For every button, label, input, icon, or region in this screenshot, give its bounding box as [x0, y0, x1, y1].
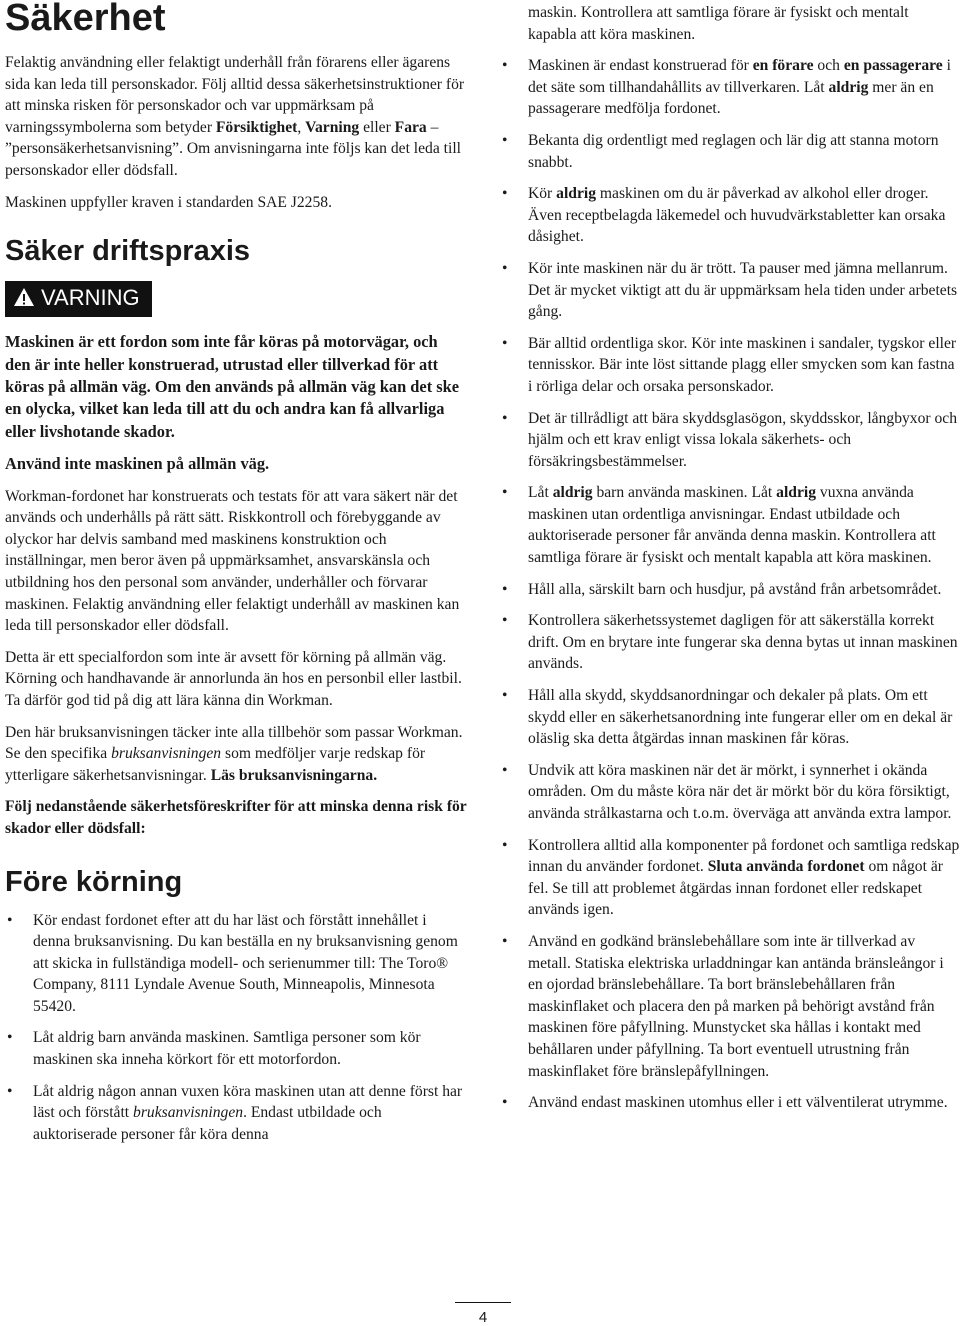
- list-item: [500, 760, 960, 825]
- list-item-text: Kör inte maskinen när du är trött. Ta pauser med jämna mellanrum. Det är mycket viktigt att du är uppmärksam hela tiden under arbetets gång.: [528, 259, 958, 321]
- warning-label: VARNING: [41, 285, 140, 311]
- list-item-text: Kör endast fordonet efter att du har läst och förstått innehållet i denna bruksanvisning. Du kan beställa en ny bruksanvisning genom att skicka in fullständiga modell- och serienummer till: The Toro® Company, 8111 Lyndale Avenue South, Minneapolis, Minnesota 55420.: [33, 911, 458, 1015]
- page-number: 4: [455, 1302, 511, 1326]
- list-item: [500, 333, 960, 398]
- bullet-icon: •: [502, 57, 508, 75]
- bullet-icon: •: [502, 484, 508, 502]
- list-item-text: Låt aldrig barn använda maskinen. Låt aldrig vuxna använda maskinen utan ordentliga anvisningar. Endast utbildade och auktoriserade personer får använda denna maskin. Kontrollera att samtliga förare är fysiskt och mentalt kapabla att köra maskinen.: [528, 484, 936, 567]
- warning-text: Maskinen är ett fordon som inte får köras på motorvägar, och den är inte heller konstruerad, utrustad eller tillverkad för att köras på allmän väg. Om den används på allmän väg kan det ske en olycka, vilket kan leda till att du och andra kan få allvarliga eller livshotande skador.: [5, 332, 460, 441]
- list-item: [500, 931, 960, 1082]
- list-item: [500, 258, 960, 323]
- body-paragraph: Workman-fordonet har konstruerats och testats för att vara säkert när det används och underhålls på rätt sätt. Riskkontroll och förebyggande av olyckor har delvis samband med maskinens konstruktion och inställningar, men beror även på uppmärksamhet, ansvarskänsla och utbildning hos den personal som använder, underhåller och förvarar maskinen. Felaktig användning eller felaktigt underhåll av maskinen kan leda till personskador eller dödsfall.: [5, 487, 460, 635]
- list-item-text: Maskinen är endast konstruerad för en förare och en passagerare i det säte som tillhandahållits av tillverkaren. Låt aldrig mer än en passagerare medfölja fordonet.: [528, 57, 951, 118]
- page-title: Säkerhet: [5, 0, 166, 39]
- list-item: [500, 835, 960, 921]
- list-item-text: Kontrollera säkerhetssystemet dagligen för att säkerställa korrekt drift. Om en brytare inte fungerar ska denna bytas ut innan maskinen används.: [528, 612, 958, 673]
- bullet-icon: •: [7, 911, 13, 929]
- warning-badge: [5, 281, 152, 317]
- list-item-text: Undvik att köra maskinen när det är mörkt, i synnerhet i okända områden. Om du måste köra när det är mörkt bör du köra försiktigt, använda strålkastarna och t.o.m. överväga att använda extra lampor.: [528, 761, 952, 822]
- section-title-safe-operation: Säker driftspraxis: [5, 235, 251, 268]
- list-item: [500, 610, 960, 675]
- list-item-text: Håll alla, särskilt barn och husdjur, på avstånd från arbetsområdet.: [528, 580, 942, 598]
- bullet-icon: •: [502, 131, 508, 149]
- list-item: [5, 910, 467, 1018]
- list-item-text: Använd endast maskinen utomhus eller i ett välventilerat utrymme.: [528, 1094, 948, 1112]
- bullet-icon: •: [502, 836, 508, 854]
- list-item-text: Bär alltid ordentliga skor. Kör inte maskinen i sandaler, tygskor eller tennisskor. Bär inte löst sittande plagg eller smycken som kan fastna i rörliga delar och orsaka personskador.: [528, 334, 957, 395]
- bullet-icon: •: [502, 409, 508, 427]
- bullet-icon: •: [502, 687, 508, 705]
- bullet-icon: •: [502, 580, 508, 598]
- list-item-text: Håll alla skydd, skyddsanordningar och dekaler på plats. Om ett skydd eller en säkerhetsanordning inte fungerar eller om en dekal är oläslig ska detta åtgärdas innan maskinen får köras.: [528, 687, 953, 748]
- body-paragraph: Detta är ett specialfordon som inte är avsett för körning på allmän väg. Körning och handhavande är annorlunda än hos en personbil eller lastbil. Ta därför god tid på dig att lära känna din Workman.: [5, 648, 462, 709]
- intro-paragraph: Felaktig användning eller felaktigt underhåll från förarens eller ägarens sida kan leda till personskador. Följ alltid dessa säkerhetsinstruktioner för att minska risken för personskador och var uppmärksam på varningssymbolerna som betyder Försiktighet, Varning eller Fara – ”personsäkerhetsanvisning”. Om anvisningarna inte följs kan det leda till personskador eller dödsfall.: [5, 54, 465, 179]
- list-item: [500, 579, 960, 601]
- bullet-icon: •: [502, 185, 508, 203]
- list-item-text: Låt aldrig barn använda maskinen. Samtliga personer som kör maskinen ska inneha körkort för ett motorfordon.: [33, 1029, 421, 1069]
- continued-text: maskin. Kontrollera att samtliga förare är fysiskt och mentalt kapabla att köra maskinen.: [528, 4, 909, 43]
- list-item: [500, 55, 960, 120]
- bullet-icon: •: [502, 932, 508, 950]
- standard-note: Maskinen uppfyller kraven i standarden SAE J2258.: [5, 193, 332, 211]
- safety-precautions-lead: Följ nedanstående säkerhetsföreskrifter för att minska denna risk för skador eller dödsfall:: [5, 798, 467, 837]
- body-paragraph: Den här bruksanvisningen täcker inte alla tillbehör som passar Workman. Se den specifika bruksanvisningen som medföljer varje redskap för ytterligare säkerhetsanvisningar. Läs bruksanvisningarna.: [5, 723, 463, 784]
- bullet-icon: •: [502, 761, 508, 779]
- left-column: [5, 0, 467, 1155]
- list-item: [500, 408, 960, 473]
- list-item-text: Kör aldrig maskinen om du är påverkad av alkohol eller droger. Även receptbelagda läkemedel och huvudvärkstabletter kan orsaka dåsighet.: [528, 185, 946, 246]
- before-operation-list: [5, 910, 467, 1146]
- list-item: [500, 130, 960, 173]
- list-item: [500, 482, 960, 568]
- bullet-icon: •: [7, 1082, 13, 1100]
- list-item-text: Kontrollera alltid alla komponenter på fordonet och samtliga redskap innan du använder fordonet. Sluta använda fordonet om något är fel. Se till att problemet åtgärdas innan fordonet eller redskapet används igen.: [528, 836, 960, 919]
- bullet-icon: •: [502, 612, 508, 630]
- list-item-text: Det är tillrådligt att bära skyddsglasögon, skyddsskor, långbyxor och hjälm och ett krav enligt vissa lokala säkerhets- och försäkringsbestämmelser.: [528, 409, 957, 470]
- list-item-text: Bekanta dig ordentligt med reglagen och lär dig att stanna motorn snabbt.: [528, 131, 939, 171]
- section-title-before-operation: Före körning: [5, 865, 183, 898]
- bullet-icon: •: [502, 259, 508, 277]
- list-item: [500, 1092, 960, 1114]
- bullet-icon: •: [7, 1029, 13, 1047]
- list-item: [500, 183, 960, 248]
- list-item-text: Låt aldrig någon annan vuxen köra maskinen utan att denne först har läst och förstått bruksanvisningen. Endast utbildade och auktoriserade personer får köra denna: [33, 1082, 463, 1143]
- list-item: [5, 1081, 467, 1146]
- list-item: [500, 685, 960, 750]
- warning-instruction: Använd inte maskinen på allmän väg.: [5, 454, 270, 474]
- warning-triangle-icon: [13, 283, 35, 317]
- bullet-icon: •: [502, 1094, 508, 1112]
- bullet-icon: •: [502, 334, 508, 352]
- list-item-text: Använd en godkänd bränslebehållare som inte är tillverkad av metall. Statiska elektriska urladdningar kan antända bränsleångor i en ojordad bränslebehållare. Ta bort bränslebehållaren från maskinflaket och placera den på marken på behörigt avstånd från maskinen före påfyllning. Munstycket ska hållas i kontakt med behållaren under påfyllning. Ta bort eventuell utrustning från maskinflaket före bränslepåfyllningen.: [528, 932, 944, 1080]
- right-column: [500, 0, 960, 1124]
- list-item: [5, 1027, 467, 1070]
- safety-rules-list: [500, 55, 960, 1114]
